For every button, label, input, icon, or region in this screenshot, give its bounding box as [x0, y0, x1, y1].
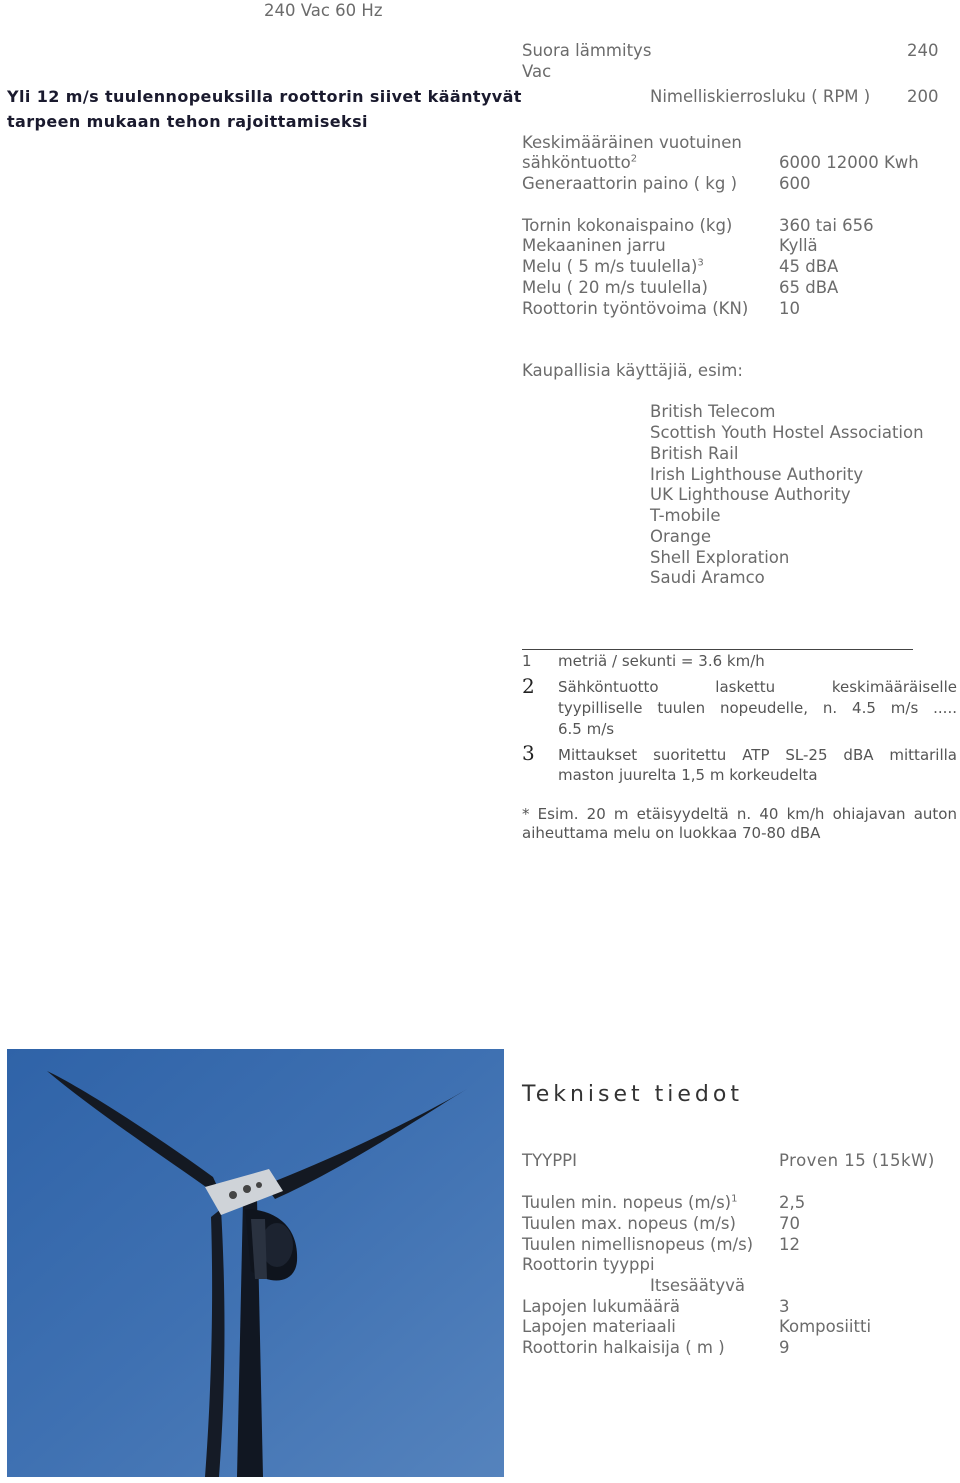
output-label-1: Keskimääräinen vuotuinen [522, 133, 742, 152]
note-star-b: aiheuttama melu on luokkaa 70-80 dBA [522, 824, 821, 842]
material-label: Lapojen materiaali [522, 1317, 676, 1336]
output-value: 6000 12000 Kwh [779, 153, 919, 172]
footnote-3-text-b: maston juurelta 1,5 m korkeudelta [558, 766, 818, 784]
user-item: Saudi Aramco [650, 568, 765, 587]
noise5-value: 45 dBA [779, 257, 839, 276]
note-star-a: * Esim. 20 m etäisyydeltä n. 40 km/h ohiajavan auton [522, 805, 957, 823]
notice-line-2: tarpeen mukaan tehon rajoittamiseksi [7, 112, 368, 131]
noise20-label: Melu ( 20 m/s tuulella) [522, 278, 708, 297]
voltage-header: 240 Vac 60 Hz [264, 1, 383, 20]
nominal-speed-value: 12 [779, 1235, 800, 1254]
type-value: Proven 15 (15kW) [779, 1151, 935, 1170]
footnote-1-text: metriä / sekunti = 3.6 km/h [558, 652, 765, 670]
noise5-label: Melu ( 5 m/s tuulella)$^3$ [522, 257, 704, 276]
footnote-ref-1: 1 [731, 1193, 738, 1205]
rotor-type-value: Itsesäätyvä [650, 1276, 746, 1295]
material-value: Komposiitti [779, 1317, 872, 1336]
tower-weight-value: 360 tai 656 [779, 216, 874, 235]
output-label-2: sähköntuotto$^2$ [522, 153, 638, 172]
noise20-value: 65 dBA [779, 278, 839, 297]
min-speed-label: Tuulen min. nopeus $(m/s)^1$ [522, 1193, 738, 1212]
footnote-1-number: 1 [522, 652, 532, 670]
rpm-value: 200 [907, 87, 939, 106]
min-speed-value: 2,5 [779, 1193, 806, 1212]
diameter-value: 9 [779, 1338, 790, 1357]
user-item: Orange [650, 527, 711, 546]
footnote-3-text-a: Mittaukset suoritettu ATP SL-25 dBA mittarilla [558, 746, 957, 764]
footnote-3-number: 3 [522, 741, 535, 765]
blades-label: Lapojen lukumäärä [522, 1297, 681, 1316]
notice-line-1: Yli 12 m/s tuulennopeuksilla roottorin siivet kääntyvät [7, 87, 522, 106]
footnote-2-text-b: tyypilliselle tuulen nopeudelle, n. 4.5 m/s ..... [558, 699, 957, 717]
rotor-type-label: Roottorin tyyppi [522, 1255, 655, 1274]
brake-label: Mekaaninen jarru [522, 236, 666, 255]
users-heading: Kaupallisia käyttäjiä, esim: [522, 361, 743, 380]
footnote-separator [522, 649, 913, 650]
footnote-2-text-c: 6.5 m/s [558, 720, 615, 738]
gen-weight-value: 600 [779, 174, 811, 193]
brake-value: Kyllä [779, 236, 818, 255]
user-item: Shell Exploration [650, 548, 790, 567]
type-label: TYYPPI [522, 1151, 578, 1170]
diameter-label: Roottorin halkaisija ( m ) [522, 1338, 725, 1357]
footnote-ref-3: 3 [697, 257, 704, 269]
heating-value: 240 [907, 41, 939, 60]
footnote-2-text-a: Sähköntuotto laskettu keskimääräiselle [558, 678, 957, 696]
tower-weight-label: Tornin kokonaispaino (kg) [522, 216, 733, 235]
user-item: Irish Lighthouse Authority [650, 465, 864, 484]
blades-value: 3 [779, 1297, 790, 1316]
max-speed-label: Tuulen max. nopeus (m/s) [522, 1214, 736, 1233]
user-item: T-mobile [650, 506, 721, 525]
nominal-speed-label: Tuulen nimellisnopeus (m/s) [522, 1235, 754, 1254]
heating-label: Suora lämmitys [522, 41, 652, 60]
turbine-photo [7, 1049, 504, 1477]
thrust-value: 10 [779, 299, 800, 318]
heating-unit: Vac [522, 62, 552, 81]
gen-weight-label: Generaattorin paino ( kg ) [522, 174, 738, 193]
footnote-2-number: 2 [522, 674, 535, 698]
user-item: Scottish Youth Hostel Association [650, 423, 924, 442]
footnote-ref-2: 2 [630, 153, 638, 165]
user-item: British Rail [650, 444, 739, 463]
rpm-label: Nimelliskierrosluku ( RPM ) [650, 87, 871, 106]
user-item: UK Lighthouse Authority [650, 485, 851, 504]
max-speed-value: 70 [779, 1214, 800, 1233]
thrust-label: Roottorin työntövoima (KN) [522, 299, 749, 318]
technical-title: Tekniset tiedot [522, 1082, 743, 1107]
user-item: British Telecom [650, 402, 776, 421]
